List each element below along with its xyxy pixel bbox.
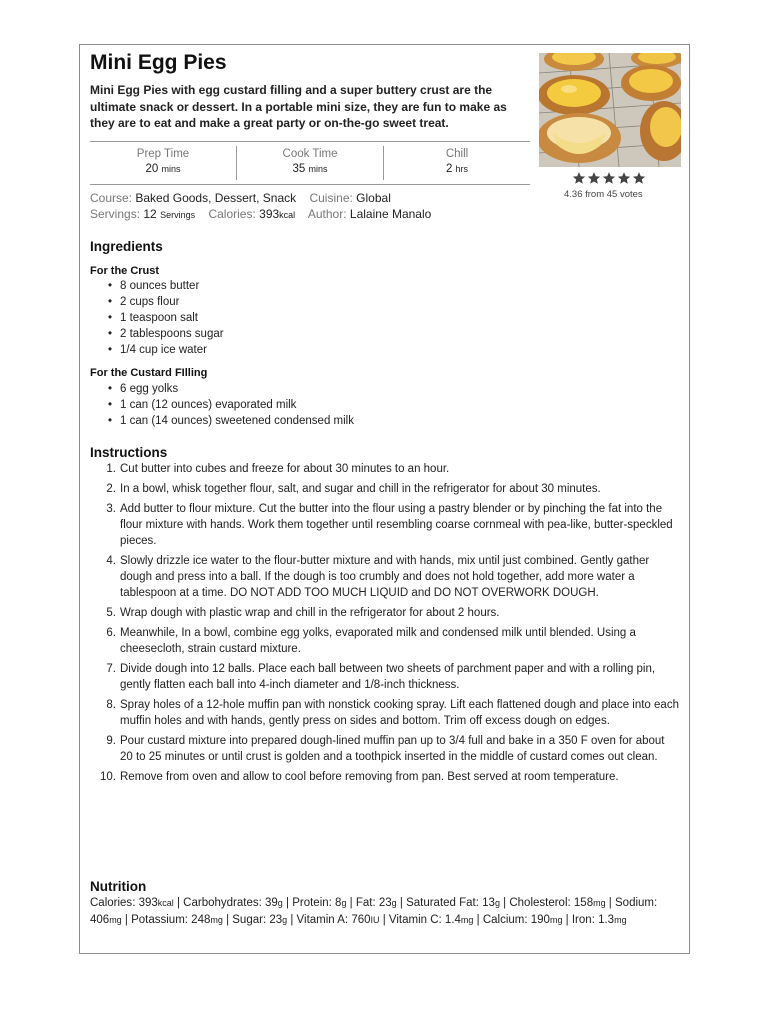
- step-number: 2.: [106, 483, 116, 495]
- nutrition-item: Sodium: 406mg: [90, 897, 658, 926]
- nutrition-item: Potassium: 248mg: [131, 914, 223, 926]
- nutrition-separator: |: [121, 914, 132, 926]
- time-label: Chill: [445, 148, 469, 160]
- nutrition-separator: |: [173, 897, 184, 909]
- time-value: [90, 163, 236, 175]
- nutrition-facts: [90, 895, 680, 929]
- nutrition-unit: mg: [614, 915, 627, 925]
- instruction-step: [90, 481, 680, 497]
- step-text: Divide dough into 12 balls. Place each ball between two sheets of parchment paper and with a rolling pin, gently flatten each ball into 4-inch diameter and 1/8-inch thickness.: [120, 663, 656, 691]
- step-number: 7.: [106, 663, 116, 675]
- time-unit: mins: [161, 164, 181, 174]
- nutrition-item: Fat: 23g: [355, 897, 397, 909]
- instruction-step: [90, 661, 680, 693]
- ingredient-group-custard: For the Custard FIlling: [90, 367, 208, 379]
- ingredient-item: • 2 tablespoons sugar: [120, 326, 224, 342]
- instruction-step: [90, 605, 680, 621]
- servings-label: Servings:: [90, 207, 141, 221]
- nutrition-item: Saturated Fat: 13g: [406, 897, 500, 909]
- nutrition-unit: mg: [549, 915, 563, 925]
- nutrition-label: Cholesterol: [509, 897, 568, 909]
- time-number: 2: [445, 163, 453, 175]
- nutrition-label: Fat: [355, 897, 373, 909]
- ingredient-list-crust: [90, 278, 224, 358]
- nutrition-separator: |: [346, 897, 356, 909]
- rating-votes: 4.36 from 45 votes: [564, 189, 643, 200]
- nutrition-separator: |: [222, 914, 233, 926]
- step-number: 4.: [106, 555, 116, 567]
- star-icon[interactable]: [572, 171, 586, 185]
- nutrition-value: 190: [530, 914, 550, 926]
- instruction-step: [90, 769, 680, 785]
- nutrition-item: Vitamin C: 1.4mg: [388, 914, 474, 926]
- instruction-step: [90, 733, 680, 765]
- step-text: Add butter to flour mixture. Cut the butter into the flour using a pastry blender or by pinching the fat into the flour mixture with hands. Work them together until resembling coarse cornmeal with pea-like, butter-speckled pieces.: [120, 503, 673, 547]
- nutrition-separator: |: [473, 914, 483, 926]
- nutrition-unit: g: [494, 898, 500, 908]
- nutrition-item: Protein: 8g: [292, 897, 347, 909]
- ingredients-heading: Ingredients: [90, 239, 163, 254]
- nutrition-value: 393: [138, 897, 158, 909]
- step-number: 3.: [106, 503, 116, 515]
- nutrition-label: Saturated Fat: [406, 897, 476, 909]
- course-label: Course:: [90, 191, 133, 205]
- nutrition-separator: |: [562, 914, 572, 926]
- servings-unit: Servings: [160, 210, 196, 220]
- ingredient-item: • 1 can (12 ounces) evaporated milk: [120, 397, 354, 413]
- servings-value: 12: [143, 207, 157, 221]
- ingredient-list-custard: [90, 381, 354, 429]
- time-unit: mins: [308, 164, 328, 174]
- instruction-step: [90, 625, 680, 657]
- nutrition-label: Calories: [90, 897, 133, 909]
- time-column: [237, 146, 384, 180]
- star-icon[interactable]: [587, 171, 601, 185]
- nutrition-value: 1.3: [598, 914, 615, 926]
- nutrition-value: 406: [90, 914, 110, 926]
- step-number: 8.: [106, 699, 116, 711]
- nutrition-item: Calcium: 190mg: [482, 914, 563, 926]
- nutrition-label: Iron: [571, 914, 592, 926]
- nutrition-label: Protein: [292, 897, 329, 909]
- nutrition-heading: Nutrition: [90, 879, 147, 894]
- nutrition-label: Potassium: [131, 914, 185, 926]
- nutrition-item: Carbohydrates: 39g: [183, 897, 283, 909]
- nutrition-value: 8: [335, 897, 342, 909]
- nutrition-unit: kcal: [157, 898, 174, 908]
- ingredient-item: • 8 ounces butter: [120, 278, 224, 294]
- nutrition-label: Sugar: [232, 914, 263, 926]
- nutrition-separator: |: [396, 897, 407, 909]
- time-column: [90, 146, 237, 180]
- nutrition-separator: |: [499, 897, 510, 909]
- nutrition-value: 1.4: [444, 914, 461, 926]
- time-number: 20: [145, 163, 159, 175]
- cuisine-value: Global: [356, 191, 391, 205]
- instruction-step: [90, 697, 680, 729]
- nutrition-separator: |: [605, 897, 615, 909]
- step-number: 5.: [106, 607, 116, 619]
- recipe-card: [79, 44, 690, 954]
- nutrition-label: Vitamin A: [296, 914, 345, 926]
- nutrition-separator: |: [282, 897, 293, 909]
- time-number: 35: [292, 163, 306, 175]
- recipe-photo: [539, 53, 681, 167]
- time-label: Cook Time: [282, 148, 338, 160]
- nutrition-unit: mg: [210, 915, 223, 925]
- time-summary: [90, 141, 530, 185]
- star-icon[interactable]: [617, 171, 631, 185]
- instructions-heading: Instructions: [90, 445, 168, 460]
- nutrition-label: Carbohydrates: [183, 897, 259, 909]
- nutrition-item: Vitamin A: 760IU: [296, 914, 380, 926]
- nutrition-separator: |: [287, 914, 297, 926]
- nutrition-item: Cholesterol: 158mg: [509, 897, 606, 909]
- calories-unit: kcal: [279, 210, 296, 220]
- time-value: [237, 163, 383, 175]
- nutrition-item: Sugar: 23g: [232, 914, 288, 926]
- instruction-step: [90, 461, 680, 477]
- egg-pies-image: [539, 53, 681, 167]
- instruction-steps: [90, 461, 680, 789]
- nutrition-item: Calories: 393kcal: [90, 897, 174, 909]
- ingredient-group-crust: For the Crust: [90, 265, 160, 277]
- nutrition-value: 760: [351, 914, 371, 926]
- nutrition-unit: g: [391, 898, 397, 908]
- step-text: Remove from oven and allow to cool before removing from pan. Best served at room temperature.: [120, 771, 619, 783]
- ingredient-item: • 1 can (14 ounces) sweetened condensed milk: [120, 413, 354, 429]
- author-value: Lalaine Manalo: [349, 207, 432, 221]
- step-number: 10.: [100, 771, 116, 783]
- nutrition-unit: mg: [109, 915, 122, 925]
- rating-stars[interactable]: [572, 171, 646, 185]
- step-text: In a bowl, whisk together flour, salt, and sugar and chill in the refrigerator for about 30 minutes.: [120, 483, 601, 495]
- step-number: 1.: [106, 463, 116, 475]
- nutrition-unit: mg: [593, 898, 606, 908]
- ingredient-item: • 1 teaspoon salt: [120, 310, 224, 326]
- nutrition-value: 39: [265, 897, 278, 909]
- nutrition-value: 23: [378, 897, 392, 909]
- step-text: Slowly drizzle ice water to the flour-butter mixture and with hands, mix until just combined. Gently gather dough and press into a ball. If the dough is too crumbly and does not hold together, add more water a tablespoon at a time. DO NOT ADD TOO MUCH LIQUID and DO NOT OVERWORK DOUGH.: [120, 555, 650, 599]
- step-text: Meanwhile, In a bowl, combine egg yolks, evaporated milk and condensed milk until blended. Using a cheesecloth, strain custard mixture.: [120, 627, 636, 655]
- nutrition-label: Calcium: [482, 914, 525, 926]
- star-icon[interactable]: [632, 171, 646, 185]
- instruction-step: [90, 501, 680, 549]
- nutrition-unit: g: [277, 898, 283, 908]
- nutrition-label: Sodium: [615, 897, 654, 909]
- recipe-summary: Mini Egg Pies with egg custard filling and a super buttery crust are the ultimate snack or dessert. In a portable mini size, they are fun to make as they are to eat and make a great party or on-the-go sweet treat.: [90, 83, 507, 130]
- step-text: Pour custard mixture into prepared dough-lined muffin pan up to 3/4 full and bake in a 350 F oven for about 20 to 25 minutes or until crust is golden and a toothpick inserted in the middle of custard comes out clean.: [120, 735, 665, 763]
- time-column: [384, 146, 530, 180]
- recipe-meta-row-2: [90, 207, 431, 221]
- time-label: Prep Time: [136, 148, 190, 160]
- nutrition-unit: g: [282, 915, 288, 925]
- cuisine-label: Cuisine:: [309, 191, 353, 205]
- step-text: Spray holes of a 12-hole muffin pan with nonstick cooking spray. Lift each flattened dough and place into each muffin holes and with hands, gently press on sides and bottom. Trim off excess dough on edges.: [120, 699, 679, 727]
- nutrition-value: 248: [191, 914, 211, 926]
- nutrition-item: Iron: 1.3mg: [571, 914, 627, 926]
- star-icon[interactable]: [602, 171, 616, 185]
- instruction-step: [90, 553, 680, 601]
- step-number: 6.: [106, 627, 116, 639]
- nutrition-value: 13: [482, 897, 495, 909]
- calories-label: Calories:: [208, 207, 256, 221]
- recipe-meta-row-1: [90, 191, 391, 205]
- calories-value: 393: [259, 207, 280, 221]
- ingredient-item: • 1/4 cup ice water: [120, 342, 224, 358]
- nutrition-separator: |: [379, 914, 389, 926]
- time-unit: hrs: [455, 164, 469, 174]
- nutrition-label: Vitamin C: [388, 914, 439, 926]
- nutrition-value: 158: [573, 897, 594, 909]
- ingredient-item: • 2 cups flour: [120, 294, 224, 310]
- step-text: Cut butter into cubes and freeze for about 30 minutes to an hour.: [120, 463, 450, 475]
- course-value: Baked Goods, Dessert, Snack: [135, 191, 297, 205]
- nutrition-value: 23: [269, 914, 283, 926]
- nutrition-unit: IU: [370, 915, 380, 925]
- ingredient-item: • 6 egg yolks: [120, 381, 354, 397]
- author-label: Author:: [307, 207, 347, 221]
- nutrition-unit: g: [341, 898, 347, 908]
- nutrition-unit: mg: [460, 915, 474, 925]
- recipe-title: Mini Egg Pies: [90, 51, 227, 74]
- step-text: Wrap dough with plastic wrap and chill in the refrigerator for about 2 hours.: [120, 607, 500, 619]
- step-number: 9.: [106, 735, 116, 747]
- time-value: [384, 163, 530, 175]
